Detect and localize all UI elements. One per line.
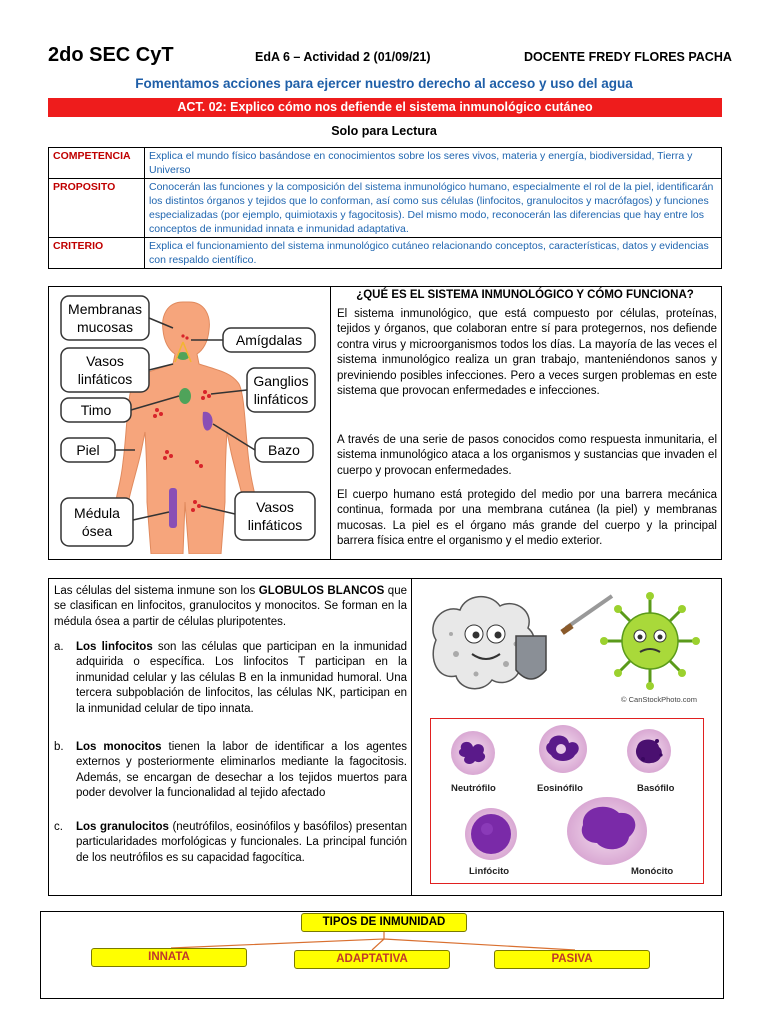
list-bold: Los granulocitos: [76, 821, 169, 833]
label-piel: Piel: [76, 442, 100, 458]
table-row: [49, 179, 722, 238]
activity-title-bar: ACT. 02: Explico cómo nos defiende el sistema inmunológico cutáneo: [48, 98, 722, 117]
intro-bold: GLOBULOS BLANCOS: [258, 585, 385, 597]
intro-text: Las células del sistema inmune son los: [54, 585, 259, 597]
immunity-passive: PASIVA: [494, 950, 650, 969]
course-title: 2do SEC CyT: [48, 44, 174, 66]
teacher-name: DOCENTE FREDY FLORES PACHA: [524, 50, 732, 64]
list-text: [76, 820, 407, 866]
label-vasos: Vasos: [86, 353, 124, 369]
label-linfocito: Linfócito: [469, 866, 510, 877]
table-row: [49, 148, 722, 179]
eosinophil-icon: [539, 725, 587, 773]
virus-character-icon: [600, 592, 700, 690]
intro-paragraph: [54, 584, 407, 630]
list-body: (neutrófilos, eosinófilos y basófilos) presentan particularidades morfológicas y funcionales. La principal función de los neutrófilos es su capacidad fagocítica.: [76, 821, 407, 864]
label-medula: Médula: [74, 505, 120, 521]
monocyte-icon: [567, 797, 647, 865]
label-neutrofilo: Neutrófilo: [451, 783, 496, 794]
section-divider: [411, 578, 412, 896]
list-bold: Los monocitos: [76, 741, 162, 753]
table-value: Conocerán las funciones y la composición del sistema inmunológico humano, especialmente el rol de la piel, identificarán los distintos órganos y tejidos que lo conforman, así como sus células (linfocitos, granulocitos y macrófagos) y funciones especializadas (por ejemplo, quimiotaxis y fagocitosis). Del mismo modo, reconocerán las diferencias que hay entre los conceptos de inmunidad innata e inmunidad adaptativa.: [145, 179, 722, 238]
label-mucosas: mucosas: [76, 319, 134, 335]
list-item: [54, 820, 407, 866]
section-divider: [330, 286, 331, 560]
table-value: Explica el mundo físico basándose en conocimientos sobre los seres vivos, materia y energía, biodiversidad, Tierra y Universo: [145, 148, 722, 179]
info-table: [48, 147, 722, 269]
table-row: [49, 238, 722, 269]
label-monocito: Monócito: [631, 866, 674, 877]
section-heading: ¿QUÉ ES EL SISTEMA INMUNOLÓGICO Y CÓMO FUNCIONA?: [356, 289, 694, 301]
thymus-organ-icon: [179, 388, 191, 404]
blood-cells-diagram: [431, 719, 703, 883]
bone-marrow-icon: [169, 488, 177, 528]
list-body: tienen la labor de identificar a los agentes externos y posteriormente eliminarlos mediante la fagocitosis. Además, se encargan de desechar a los tejidos muertos para poder devolver la funcionalidad al tejido afectado: [76, 741, 408, 800]
label-eosinofilo: Eosinófilo: [537, 783, 583, 794]
immunity-adaptive: ADAPTATIVA: [294, 950, 450, 969]
paragraph: El sistema inmunológico, que está compuesto por células, proteínas, tejidos y órganos, que colaboran entre sí para protegernos, nos defiende contra virus y microorganismos todos los días. La mayoría de las veces el sistema inmunológico realiza un gran trabajo, manteniéndonos sanos y previniendo posibles infecciones. Pero a veces surgen problemas en este sistema que provocan enfermedades e infecciones.: [337, 308, 717, 398]
immunity-types-title: TIPOS DE INMUNIDAD: [301, 913, 467, 932]
label-ganglios-linfaticos: linfáticos: [253, 391, 309, 407]
paragraph: A través de una serie de pasos conocidos como respuesta inmunitaria, el sistema inmunológico ataca a los organismos y sustancias que invaden el cuerpo y provocan enfermedades.: [337, 434, 717, 477]
paragraph: El cuerpo humano está protegido del medio por una barrera mecánica continua, formada por una membrana cutánea (la piel) y membranas mucosas. La piel es el órgano más grande del cuerpo y la principal barrera física entre el organismo y el medio exterior.: [337, 489, 717, 548]
list-item: [54, 740, 407, 802]
label-membranas: Membranas: [68, 301, 142, 317]
label-amigdalas: Amígdalas: [235, 332, 303, 348]
list-text: [76, 740, 407, 802]
label-timo: Timo: [80, 402, 112, 418]
list-body: son las células que participan en la inmunidad adquirida o específica. Los linfocitos T participan en la inmunidad celular y las células B en la inmunidad humoral. Una tercera subpoblación de linfocitos, las células NK, participan en la inmunidad celular de tipo innata.: [76, 641, 407, 715]
label-bazo: Bazo: [268, 442, 300, 458]
lymphocyte-icon: [465, 808, 517, 860]
list-bold: Los linfocitos: [76, 641, 153, 653]
watermark: © CanStockPhoto.com: [621, 695, 697, 704]
list-marker: c.: [54, 821, 63, 833]
sword-icon: [566, 596, 612, 628]
immunity-innate: INNATA: [91, 948, 247, 967]
table-key: CRITERIO: [49, 238, 145, 269]
table-key: COMPETENCIA: [49, 148, 145, 179]
table-key: PROPOSITO: [49, 179, 145, 238]
label-osea: ósea: [81, 523, 113, 539]
reading-label: Solo para Lectura: [331, 124, 437, 138]
list-item: [54, 640, 407, 717]
basophil-icon: [627, 729, 671, 773]
neutrophil-icon: [451, 731, 495, 775]
activity-date: EdA 6 – Actividad 2 (01/09/21): [255, 50, 431, 64]
label-linfaticos: linfáticos: [77, 371, 133, 387]
table-value: Explica el funcionamiento del sistema inmunológico cutáneo relacionando conceptos, características, datos y evidencias con respaldo científico.: [145, 238, 722, 269]
intro-text-cont: que se clasifican en linfocitos, granulocitos y monocitos. Se forman en la médula ósea a partir de células pluripotentes.: [54, 585, 407, 628]
body-organs-illustration: [55, 292, 323, 554]
label-linfaticos-2: linfáticos: [247, 517, 303, 533]
list-marker: b.: [54, 741, 64, 753]
label-basofilo: Basófilo: [637, 783, 675, 794]
list-text: [76, 640, 407, 717]
list-marker: a.: [54, 641, 64, 653]
label-ganglios: Ganglios: [253, 373, 309, 389]
page-subtitle: Fomentamos acciones para ejercer nuestro derecho al acceso y uso del agua: [135, 76, 633, 91]
label-vasos-2: Vasos: [256, 499, 294, 515]
shield-icon: [516, 636, 546, 679]
immune-cell-cartoon: [416, 584, 716, 708]
